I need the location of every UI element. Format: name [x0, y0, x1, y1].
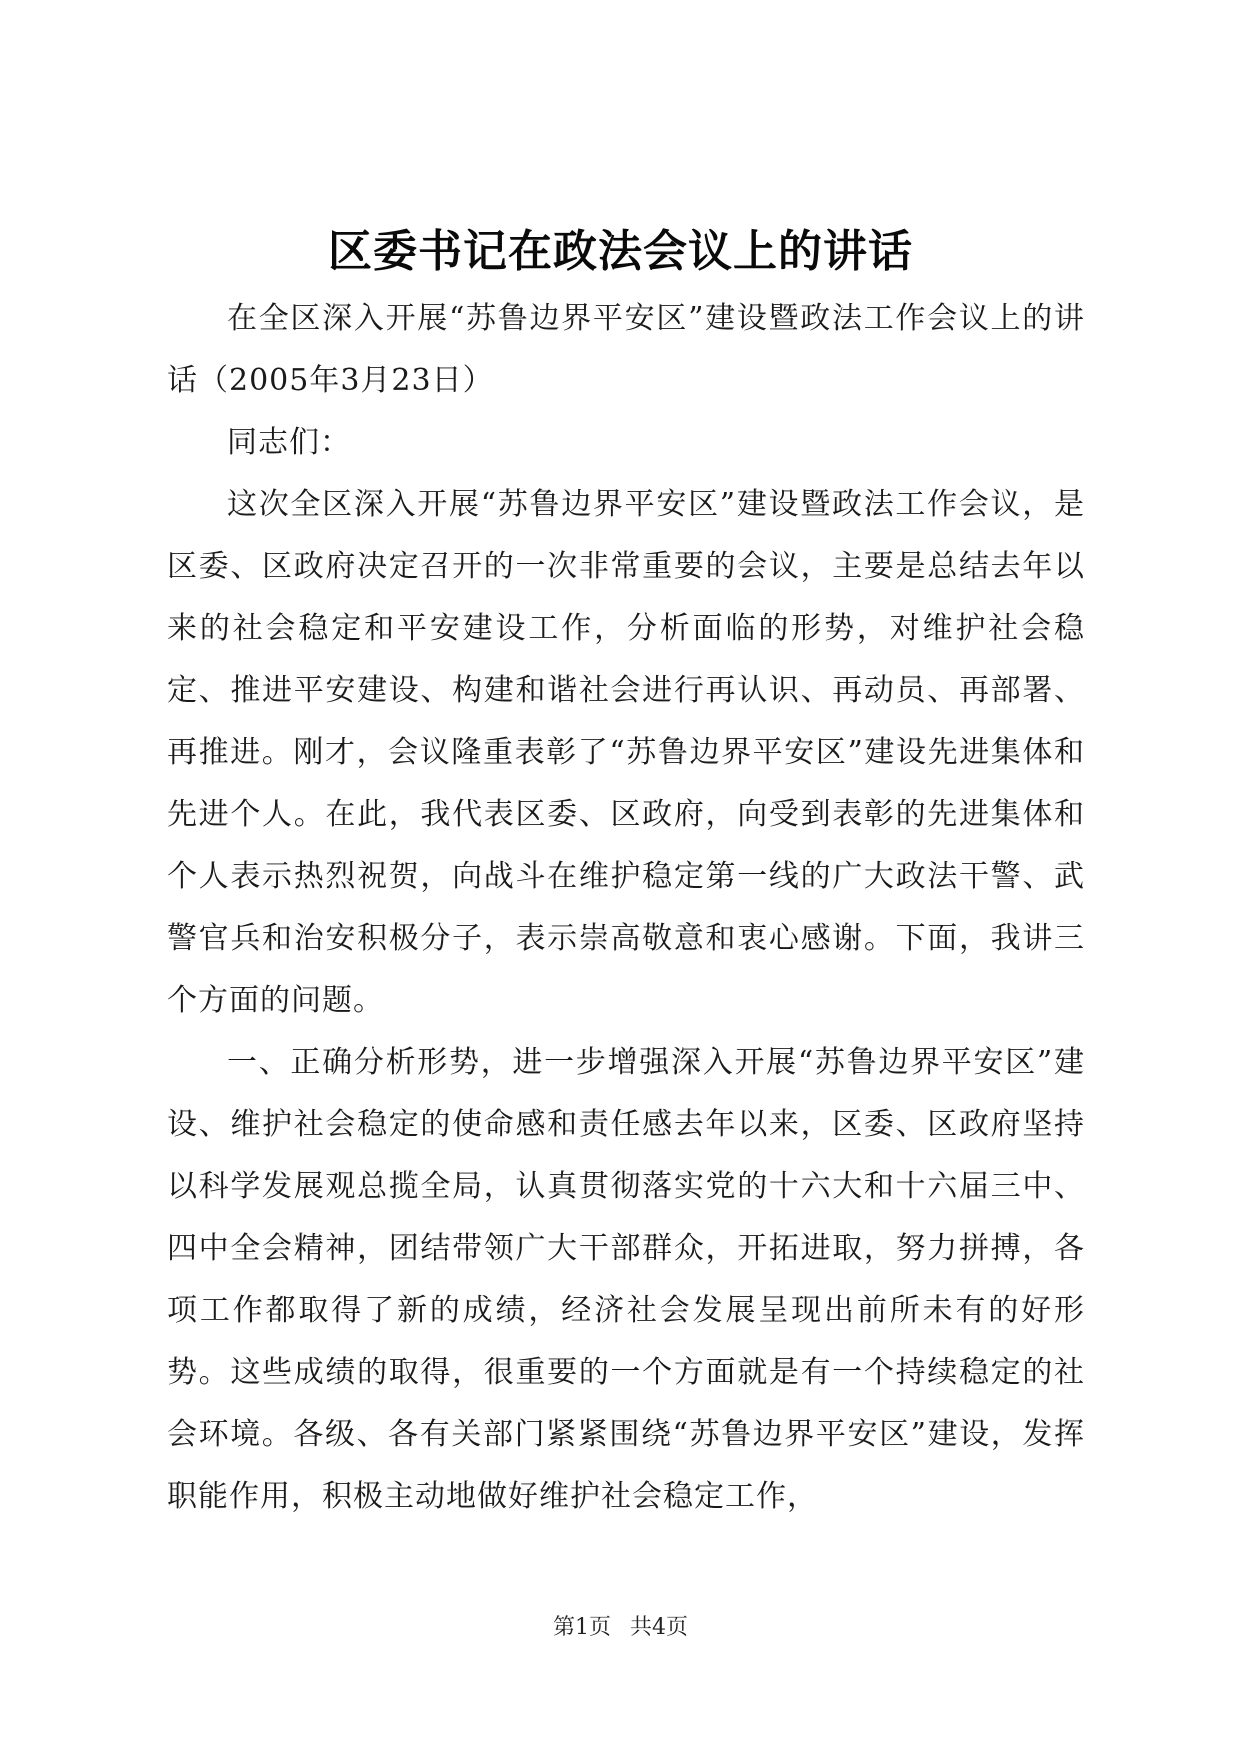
- page-number: 第1页: [553, 1615, 611, 1640]
- paragraph-section-one: 一、正确分析形势，进一步增强深入开展“苏鲁边界平安区”建设、维护社会稳定的使命感和责任感去年以来，区委、区政府坚持以科学发展观总揽全局，认真贯彻落实党的十六大和十六届三中、四中全会精神，团结带领广大干部群众，开拓进取，努力拼搏，各项工作都取得了新的成绩，经济社会发展呈现出前所未有的好形势。这些成绩的取得，很重要的一个方面就是有一个持续稳定的社会环境。各级、各有关部门紧紧围绕“苏鲁边界平安区”建设，发挥职能作用，积极主动地做好维护社会稳定工作，: [167, 1045, 1085, 1514]
- document-body: [167, 288, 1085, 1528]
- paragraph-intro: 这次全区深入开展“苏鲁边界平安区”建设暨政法工作会议，是区委、区政府决定召开的一次非常重要的会议，主要是总结去年以来的社会稳定和平安建设工作，分析面临的形势，对维护社会稳定、推进平安建设、构建和谐社会进行再认识、再动员、再部署、再推进。刚才，会议隆重表彰了“苏鲁边界平安区”建设先进集体和先进个人。在此，我代表区委、区政府，向受到表彰的先进集体和个人表示热烈祝贺，向战斗在维护稳定第一线的广大政法干警、武警官兵和治安积极分子，表示崇高敬意和衷心感谢。下面，我讲三个方面的问题。: [167, 487, 1085, 1018]
- page-footer: [0, 1613, 1241, 1643]
- paragraph-subtitle: 在全区深入开展“苏鲁边界平安区”建设暨政法工作会议上的讲话（2005年3月23日）: [167, 301, 1085, 398]
- paragraph-salutation: 同志们：: [227, 425, 351, 460]
- page-total: 共4页: [630, 1615, 688, 1640]
- document-title: 区委书记在政法会议上的讲话: [328, 226, 913, 277]
